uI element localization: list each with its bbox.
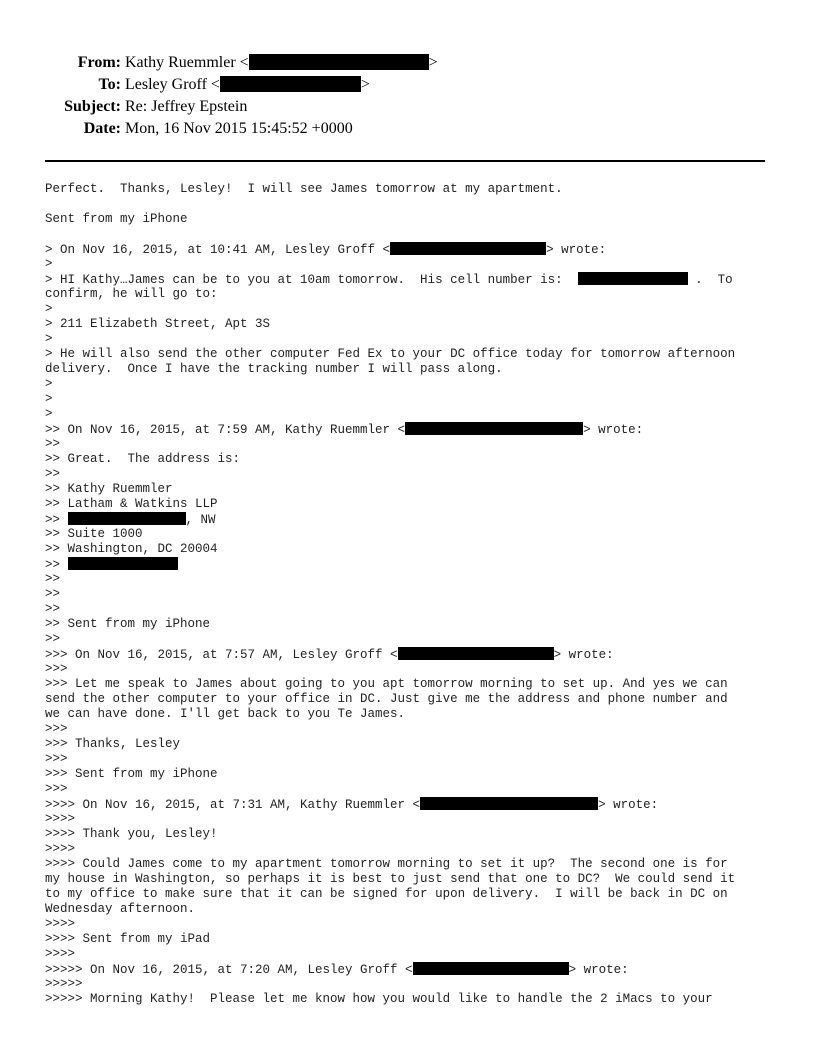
to-label: To:: [98, 76, 121, 93]
body-line: >: [45, 392, 53, 406]
body-line: >>>: [45, 722, 68, 736]
to-name: Lesley Groff <: [125, 76, 220, 93]
body-line: [45, 647, 785, 662]
quote-attribution: >>>> On Nov 16, 2015, at 7:31 AM, Kathy Ruemmler <: [45, 798, 421, 812]
redaction-box: [578, 272, 688, 285]
quote-attribution: > On Nov 16, 2015, at 10:41 AM, Lesley Groff <: [45, 243, 391, 257]
body-text: . To: [687, 273, 733, 287]
body-line: >: [45, 302, 53, 316]
body-line: [45, 422, 785, 437]
from-tail: >: [428, 54, 438, 71]
body-line: >: [45, 332, 53, 346]
body-line: [45, 272, 785, 287]
quote-attribution-tail: > wrote:: [583, 423, 644, 437]
body-line: >: [45, 407, 53, 421]
quote-attribution-tail: > wrote:: [546, 243, 607, 257]
body-line: >>: [45, 602, 61, 616]
body-line: >>>>> Morning Kathy! Please let me know how you would like to handle the 2 iMacs to your: [45, 992, 713, 1006]
body-line: Perfect. Thanks, Lesley! I will see James tomorrow at my apartment.: [45, 182, 563, 196]
body-text: >>: [45, 513, 68, 527]
body-line: >> Washington, DC 20004: [45, 542, 218, 556]
body-line: >> Kathy Ruemmler: [45, 482, 173, 496]
redaction-box: [413, 962, 569, 975]
subject-label: Subject:: [64, 98, 121, 115]
body-line: > He will also send the other computer Fed Ex to your DC office today for tomorrow afternoon: [45, 347, 736, 361]
body-line: >>>>: [45, 917, 76, 931]
quote-attribution-tail: > wrote:: [568, 963, 629, 977]
body-line: [45, 797, 785, 812]
body-line: >> Suite 1000: [45, 527, 143, 541]
body-line: >> Great. The address is:: [45, 452, 241, 466]
from-name: Kathy Ruemmler <: [125, 54, 249, 71]
body-line: >>>>: [45, 842, 76, 856]
body-line: >>: [45, 587, 61, 601]
body-line: to my office to make sure that it can be signed for upon delivery. I will be back in DC on: [45, 887, 728, 901]
redaction-box: [68, 557, 178, 570]
body-line: >>> Sent from my iPhone: [45, 767, 218, 781]
body-text: >>: [45, 558, 68, 572]
redaction-box: [249, 54, 429, 70]
redaction-box: [390, 242, 546, 255]
body-line: >>>: [45, 782, 68, 796]
to-row: [0, 74, 816, 96]
to-tail: >: [360, 76, 370, 93]
body-line: >>>>>: [45, 977, 83, 991]
quote-attribution-tail: > wrote:: [553, 648, 614, 662]
body-line: >>: [45, 572, 61, 586]
body-line: delivery. Once I have the tracking number I will pass along.: [45, 362, 503, 376]
date-value: Mon, 16 Nov 2015 15:45:52 +0000: [125, 120, 353, 137]
body-line: [45, 557, 785, 572]
body-line: >>: [45, 467, 61, 481]
body-line: >>>: [45, 662, 68, 676]
redaction-box: [220, 76, 361, 92]
redaction-box: [405, 422, 583, 435]
body-line: >>>> Thank you, Lesley!: [45, 827, 218, 841]
body-line: >>>> Could James come to my apartment tomorrow morning to set it up? The second one is for: [45, 857, 728, 871]
subject-row: [0, 96, 816, 118]
body-line: >: [45, 257, 53, 271]
body-line: we can have done. I'll get back to you Te James.: [45, 707, 406, 721]
body-line: >>> Thanks, Lesley: [45, 737, 181, 751]
quote-attribution: >>>>> On Nov 16, 2015, at 7:20 AM, Lesley Groff <: [45, 963, 413, 977]
quote-attribution-tail: > wrote:: [598, 798, 659, 812]
body-line: >>>> Sent from my iPad: [45, 932, 211, 946]
body-line: Sent from my iPhone: [45, 212, 188, 226]
quote-attribution: >> On Nov 16, 2015, at 7:59 AM, Kathy Ruemmler <: [45, 423, 406, 437]
from-value: [125, 52, 438, 74]
subject-value: Re: Jeffrey Epstein: [125, 98, 248, 115]
body-text: , NW: [185, 513, 216, 527]
body-line: confirm, he will go to:: [45, 287, 218, 301]
body-line: >>: [45, 437, 61, 451]
body-line: >: [45, 377, 53, 391]
body-line: my house in Washington, so perhaps it is best to just send that one to DC? We could send it: [45, 872, 736, 886]
body-line: [45, 197, 785, 212]
quote-attribution: >>> On Nov 16, 2015, at 7:57 AM, Lesley Groff <: [45, 648, 398, 662]
redaction-box: [420, 797, 598, 810]
body-line: >> Latham & Watkins LLP: [45, 497, 218, 511]
from-row: [0, 52, 816, 74]
body-line: [45, 512, 785, 527]
redaction-box: [398, 647, 554, 660]
body-line: [45, 242, 785, 257]
to-value: [125, 74, 370, 96]
body-line: [45, 962, 785, 977]
date-label: Date:: [83, 120, 121, 137]
body-line: > 211 Elizabeth Street, Apt 3S: [45, 317, 271, 331]
body-line: >>: [45, 632, 61, 646]
redaction-box: [68, 512, 186, 525]
header-divider: [45, 160, 765, 162]
body-line: >>>>: [45, 812, 76, 826]
body-line: >> Sent from my iPhone: [45, 617, 211, 631]
body-line: >>>: [45, 752, 68, 766]
body-line: send the other computer to your office in DC. Just give me the address and phone number and: [45, 692, 728, 706]
body-line: Wednesday afternoon.: [45, 902, 196, 916]
body-line: >>> Let me speak to James about going to you apt tomorrow morning to set up. And yes we can: [45, 677, 728, 691]
body-line: >>>>: [45, 947, 76, 961]
body-text: > HI Kathy…James can be to you at 10am tomorrow. His cell number is:: [45, 273, 578, 287]
from-label: From:: [77, 54, 121, 71]
body-line: [45, 227, 785, 242]
date-row: [0, 118, 816, 140]
email-body: [45, 182, 785, 1007]
